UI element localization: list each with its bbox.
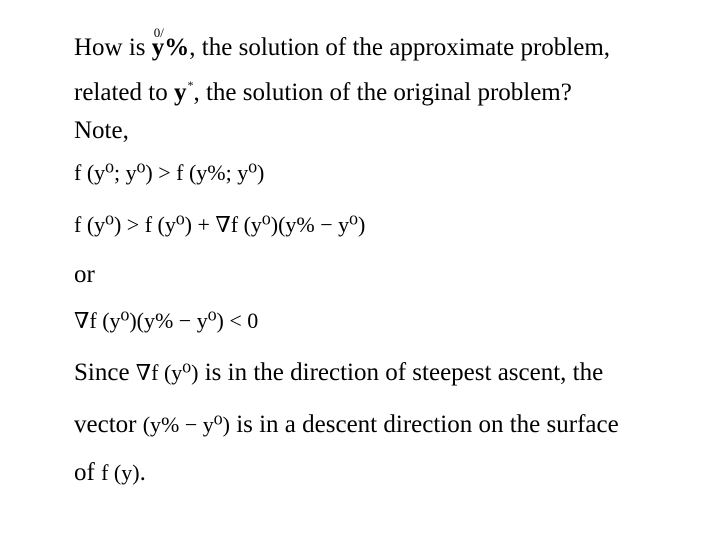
- since-line: [74, 360, 603, 385]
- y-approx-symbol: 0/ y%: [152, 35, 190, 60]
- final-text-1: of: [74, 459, 95, 486]
- function-expression: f (y): [101, 460, 140, 485]
- final-text-2: .: [139, 459, 146, 486]
- question-text-1: How is: [74, 34, 146, 61]
- since-text-1: Since: [74, 359, 130, 386]
- note-label: Note,: [74, 117, 129, 144]
- vector-line: [74, 412, 619, 437]
- vector-text-1: vector: [74, 411, 137, 438]
- vector-text-2: is in a descent direction on the surface: [236, 411, 619, 438]
- equation-2: f (y⁰) > f (y⁰) + ∇f (y⁰)(y% − y⁰): [74, 212, 366, 237]
- final-line: [74, 460, 146, 485]
- or-label: or: [74, 261, 95, 288]
- gradient-expression: ∇f (y⁰): [135, 360, 199, 385]
- equation-1: f (y⁰; y⁰) > f (y%; y⁰): [74, 160, 265, 185]
- question-text-2: , the solution of the approximate problem,: [189, 34, 611, 61]
- direction-expression: (y% − y⁰): [142, 412, 230, 437]
- y-star-symbol: y: [173, 79, 187, 106]
- y-star-superscript: *: [187, 78, 194, 92]
- question-text-3: related to: [74, 79, 168, 106]
- question-line-2: [74, 80, 572, 105]
- since-text-2: is in the direction of steepest ascent, the: [204, 359, 604, 386]
- equation-3: ∇f (y⁰)(y% − y⁰) < 0: [74, 308, 259, 333]
- question-line-1: [74, 35, 610, 60]
- question-text-4: , the solution of the original problem?: [193, 79, 572, 106]
